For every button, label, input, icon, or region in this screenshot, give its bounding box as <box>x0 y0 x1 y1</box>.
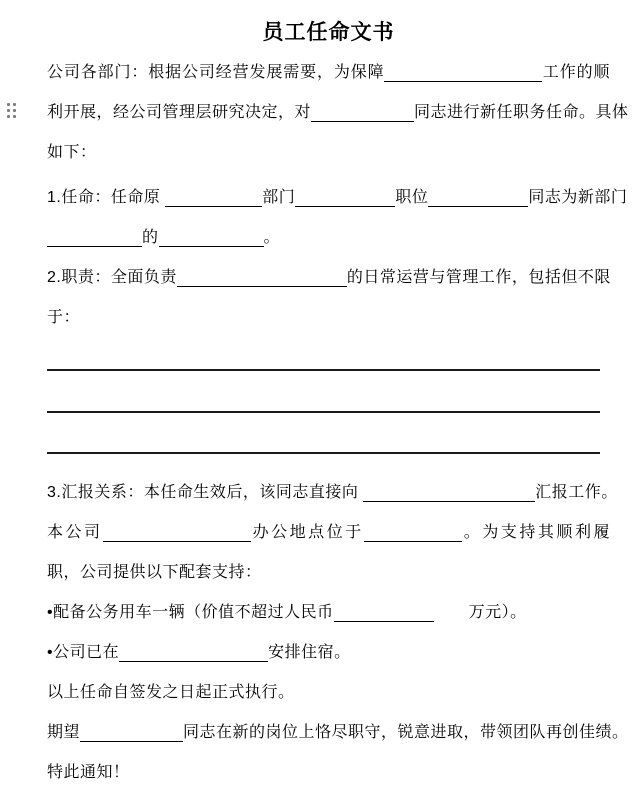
para-notice <box>47 753 610 790</box>
fill-line-3[interactable] <box>47 413 600 454</box>
text-run: 万元）。 <box>468 604 527 621</box>
text-run: •公司已在 <box>47 644 120 661</box>
fill-in-blank[interactable] <box>384 80 542 82</box>
fill-in-blank[interactable] <box>428 205 528 207</box>
fill-line-2[interactable] <box>47 371 600 413</box>
text-run: 办公地点位于 <box>250 524 364 541</box>
fill-in-blank[interactable] <box>295 205 395 207</box>
text-run: 特此通知！ <box>47 764 130 781</box>
fill-in-blank[interactable] <box>177 285 347 287</box>
text-run: 以上任命自签发之日起正式执行。 <box>47 684 295 701</box>
fill-in-blank[interactable] <box>119 660 268 662</box>
fill-in-blank[interactable] <box>80 740 183 742</box>
text-run: 同志进行新任职务任命。具体 <box>414 104 629 121</box>
text-run: 安排住宿。 <box>268 644 351 661</box>
text-run: 如下： <box>47 144 97 161</box>
text-run: 公司各部门：根据公司经营发展需要，为保障 <box>47 64 385 81</box>
text-run: 本公司 <box>47 524 103 541</box>
fill-in-blank[interactable] <box>165 205 262 207</box>
document-body <box>0 18 639 790</box>
item1-line-2 <box>47 218 610 258</box>
text-run: 工作的顺 <box>542 64 610 81</box>
bullet-company-car <box>47 593 610 633</box>
fill-line-1[interactable] <box>47 338 600 371</box>
item3-line-2 <box>47 513 610 553</box>
para-expectation <box>47 713 629 753</box>
fill-in-blank[interactable] <box>363 500 535 502</box>
fill-in-blank[interactable] <box>103 540 251 542</box>
text-run: 部门 <box>262 189 296 206</box>
text-run: 于： <box>47 309 81 326</box>
drag-handle-icon[interactable] <box>7 103 16 118</box>
item1-line-1 <box>47 178 628 218</box>
item3-line-3 <box>47 553 610 593</box>
text-run: 2.职责：全面负责 <box>47 269 177 286</box>
text-run: 利开展，经公司管理层研究决定，对 <box>47 104 312 121</box>
spacer <box>434 616 469 617</box>
text-run: 同志在新的岗位上恪尽职守，锐意进取，带领团队再创佳绩。 <box>183 724 629 741</box>
text-run: 同志为新部门 <box>528 189 628 206</box>
text-run: 。为支持其顺利履 <box>461 524 610 541</box>
document-title: 员工任命文书 <box>262 20 395 44</box>
text-run: 期望 <box>47 724 81 741</box>
para-effective-date <box>47 673 610 713</box>
text-run: 汇报工作。 <box>535 484 618 501</box>
fill-in-blank[interactable] <box>311 120 414 122</box>
para-intro-line-1 <box>47 53 610 93</box>
para-intro-line-2 <box>47 93 629 133</box>
text-run: 3.汇报关系：本任命生效后，该同志直接向 <box>47 484 364 501</box>
fill-in-blank[interactable] <box>47 245 142 247</box>
item2-line-2 <box>47 298 610 338</box>
item2-line-1 <box>47 258 610 298</box>
text-run: 1.任命：任命原 <box>47 189 166 206</box>
text-run: 的日常运营与管理工作，包括但不限 <box>346 269 611 286</box>
fill-in-blank[interactable] <box>364 540 462 542</box>
text-run: •配备公务用车一辆（价值不超过人民币 <box>47 604 334 621</box>
fill-in-blank[interactable] <box>334 620 434 622</box>
fill-in-blank[interactable] <box>159 245 264 247</box>
para-intro-line-3 <box>47 133 610 173</box>
item3-line-1 <box>47 473 618 513</box>
text-run: 。 <box>263 229 281 246</box>
text-run: 职位 <box>395 189 429 206</box>
text-run: 的 <box>142 229 159 246</box>
bullet-housing <box>47 633 610 673</box>
text-run: 职，公司提供以下配套支持： <box>47 564 262 581</box>
